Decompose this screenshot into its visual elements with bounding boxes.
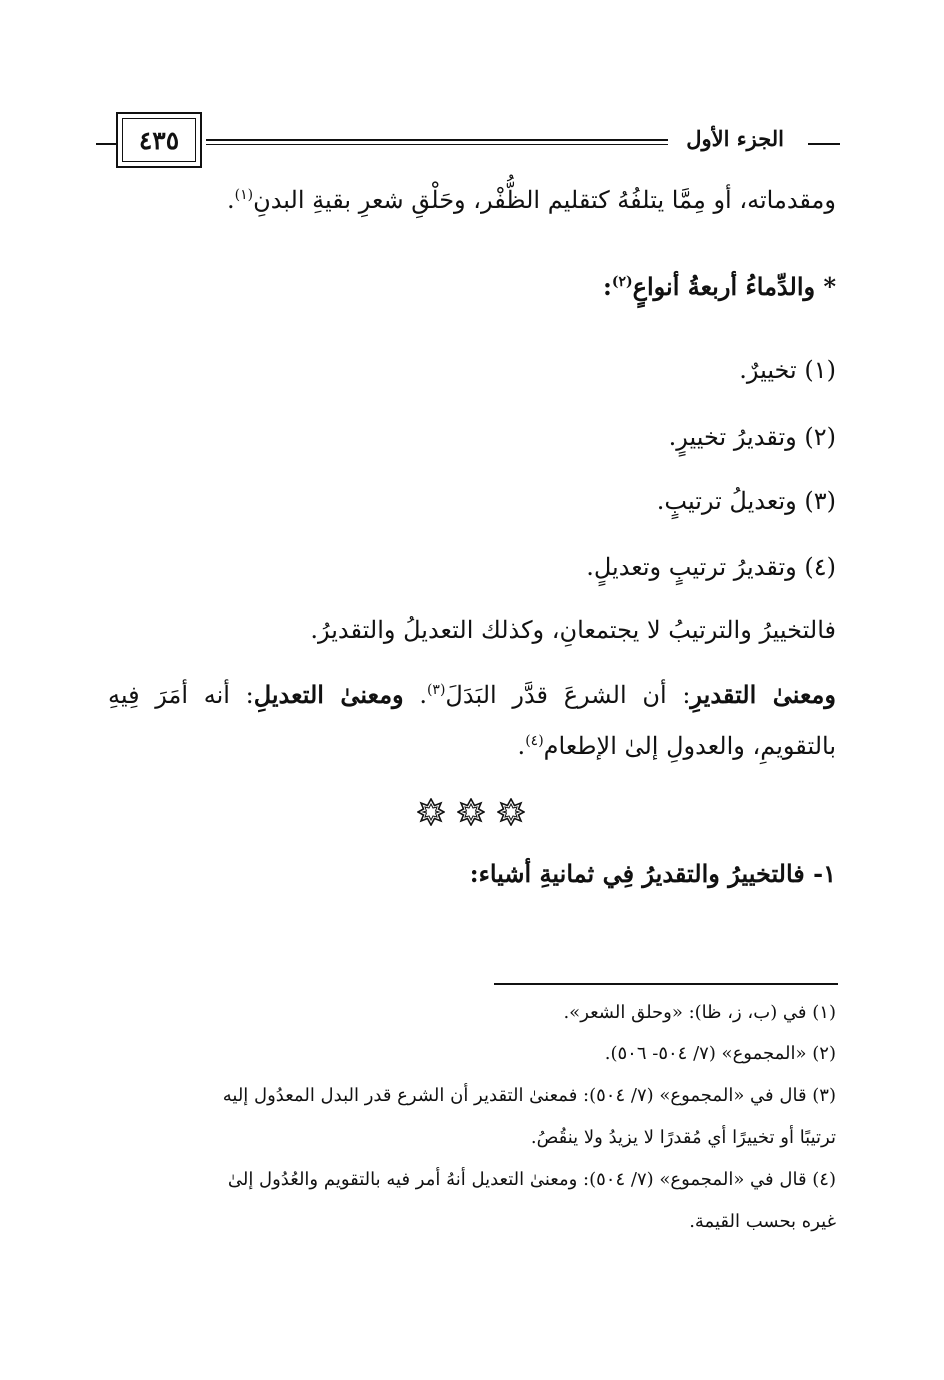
heading-blood-types [603,269,836,305]
type-item-1: (١) تخييرٌ. [739,356,836,384]
paragraph-2-line-2 [518,728,836,764]
paragraph-2-line-2-text: بالتقويمِ، والعدولِ إلىٰ الإطعام [543,732,836,760]
definition-tadil-label: ومعنىٰ التعديلِ [253,680,404,709]
footnote-3-line-1: (٣) قال في «المجموع» (٧/ ٥٠٤): فمعنىٰ التقدير أن الشرع قدر البدل المعدُول إليه [222,1085,836,1106]
footnote-3-line-2: ترتيبًا أو تخييرًا أي مُقدرًا لا يزيدُ ولا ينقُصُ. [530,1127,836,1148]
footnote-ref-3: (٣) [426,682,446,698]
paragraph-2-line-1 [108,677,836,713]
footnote-ref-2: (٢) [611,274,633,290]
header-rule-left [96,143,116,145]
page-number-inner-frame [122,118,196,162]
footnote-separator [494,983,838,985]
page-number: ٤٣٥ [138,125,180,155]
text-line-1 [227,182,836,218]
header-rule-right [808,143,840,145]
footnote-ref-1: (١) [234,187,254,203]
text-line-1-content: ومقدماته، أو مِمَّا يتلفُهُ كتقليم الظُّفْر، وحَلْقِ شعرِ بقيةِ البدنِ [253,186,836,214]
footnote-1: (١) في (ب، ز، ظا): «وحلق الشعر». [563,1002,836,1023]
type-item-3: (٣) وتعديلُ ترتيبٍ. [656,487,836,515]
eight-point-star-icon [457,798,485,826]
footnote-ref-4: (٤) [525,733,544,749]
definition-taqdir-label: ومعنىٰ التقديرِ [690,680,836,709]
text-line-1-end: . [226,186,235,214]
footnote-4-line-2: غيره بحسب القيمة. [689,1211,836,1232]
definition-taqdir-text: : أن الشرعَ قدَّر البَدَلَ [445,681,691,709]
heading-section-1: ١- فالتخييرُ والتقديرُ فِي ثمانيةِ أشياء: [469,859,836,888]
type-item-2: (٢) وتقديرُ تخييرٍ. [668,423,836,451]
page-number-box [116,112,202,168]
footnote-2: (٢) «المجموع» (٧/ ٥٠٤- ٥٠٦). [604,1043,836,1064]
section-ornament [417,798,525,828]
eight-point-star-icon [417,798,445,826]
heading-blood-types-end: : [603,272,612,301]
type-item-4: (٤) وتقديرُ ترتيبٍ وتعديلٍ. [586,553,836,581]
paragraph-1: فالتخييرُ والترتيبُ لا يجتمعانِ، وكذلك التعديلُ والتقديرُ. [310,616,836,644]
paragraph-2-separator: . [403,681,427,709]
header-rule-middle [206,139,668,141]
eight-point-star-icon [497,798,525,826]
running-header-title: الجزء الأول [686,126,784,151]
heading-blood-types-text: * والدِّماءُ أربعةُ أنواعٍ [632,272,836,301]
paragraph-2-line-2-end: . [517,732,526,760]
header-rule-middle-thin [206,144,668,145]
footnote-4-line-1: (٤) قال في «المجموع» (٧/ ٥٠٤): ومعنىٰ التعديل أنهُ أمر فيه بالتقويم والعُدُول إلىٰ [227,1169,836,1190]
definition-tadil-text: : أنه أمَرَ فِيهِ [108,681,254,709]
